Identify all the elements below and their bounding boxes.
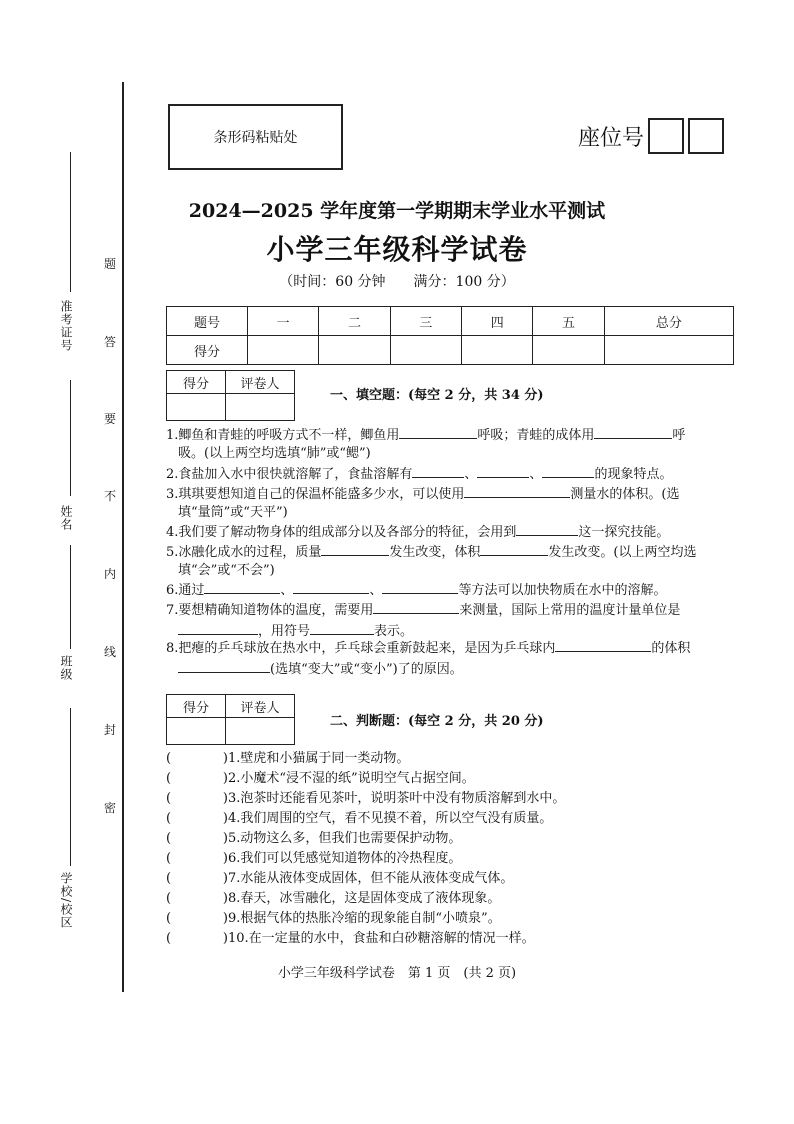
score-table-header-row xyxy=(167,307,734,336)
margin-label-class: 班级 xyxy=(59,655,73,681)
score-input-cell[interactable] xyxy=(533,336,604,365)
margin-label-school: 学校/校区 xyxy=(59,872,73,930)
q-text: 测量水的体积。(选 xyxy=(570,487,680,502)
q-text: 8.把瘪的乒乓球放在热水中，乒乓球会重新鼓起来，是因为乒乓球内 xyxy=(166,641,556,656)
seat-box[interactable] xyxy=(648,118,684,154)
judge-text: 7.水能从液体变成固体，但不能从液体变成气体。 xyxy=(228,871,514,886)
exam-info: （时间：60 分钟 满分：100 分） xyxy=(279,274,515,290)
grader-reviewer-cell[interactable] xyxy=(226,718,295,745)
q-text: 填“会”或“不会”) xyxy=(178,563,275,578)
judge-item xyxy=(166,850,461,868)
score-table-cell: 得分 xyxy=(167,336,248,365)
seal-char: 内 xyxy=(104,567,117,581)
q-text: (选填“变大”或“变小”)了的原因。 xyxy=(270,662,463,677)
name-blank[interactable] xyxy=(70,380,71,496)
score-table-cell: 一 xyxy=(248,307,319,336)
score-table-score-row xyxy=(167,336,734,365)
score-table-cell: 二 xyxy=(319,307,390,336)
question-5 xyxy=(166,541,740,580)
judge-text: 4.我们周围的空气，看不见摸不着，所以空气没有质量。 xyxy=(228,811,553,826)
answer-paren[interactable]: ( ) xyxy=(166,791,228,806)
answer-paren[interactable]: ( ) xyxy=(166,811,228,826)
barcode-area xyxy=(168,104,343,170)
section2-title: 二、判断题：(每空 2 分，共 20 分) xyxy=(330,714,544,729)
judge-text: 8.春天，冰雪融化，这是固体变成了液体现象。 xyxy=(228,891,501,906)
q-text: 、 xyxy=(369,583,383,598)
q-text: 表示。 xyxy=(374,624,414,639)
score-table-cell: 四 xyxy=(462,307,533,336)
grader-reviewer-label: 评卷人 xyxy=(226,695,295,718)
judge-item xyxy=(166,870,513,888)
score-input-cell[interactable] xyxy=(462,336,533,365)
answer-blank[interactable] xyxy=(477,463,529,478)
answer-blank[interactable] xyxy=(382,579,458,594)
answer-blank[interactable] xyxy=(204,579,280,594)
score-input-cell[interactable] xyxy=(604,336,733,365)
answer-blank[interactable] xyxy=(480,541,548,556)
question-2 xyxy=(166,463,740,484)
q-text: 6.通过 xyxy=(166,583,205,598)
answer-paren[interactable]: ( ) xyxy=(166,931,228,946)
judge-text: 1.壁虎和小猫属于同一类动物。 xyxy=(228,751,410,766)
score-input-cell[interactable] xyxy=(248,336,319,365)
score-input-cell[interactable] xyxy=(319,336,390,365)
question-6 xyxy=(166,579,740,600)
answer-blank[interactable] xyxy=(399,424,477,439)
score-table-cell: 三 xyxy=(390,307,461,336)
q-text: 、 xyxy=(280,583,294,598)
answer-blank[interactable] xyxy=(594,424,672,439)
answer-blank[interactable] xyxy=(178,620,258,635)
margin-label-name: 姓名 xyxy=(59,505,73,531)
q-text: 1.鲫鱼和青蛙的呼吸方式不一样，鲫鱼用 xyxy=(166,428,400,443)
page-footer: 小学三年级科学试卷 第 1 页 (共 2 页) xyxy=(277,966,517,981)
section1-title: 一、填空题：(每空 2 分，共 34 分) xyxy=(330,388,544,403)
question-3 xyxy=(166,483,740,522)
seal-char: 题 xyxy=(104,257,117,271)
school-blank[interactable] xyxy=(70,708,71,866)
seal-char: 线 xyxy=(104,645,117,659)
answer-paren[interactable]: ( ) xyxy=(166,911,228,926)
margin-label-exam-id: 准考证号 xyxy=(59,300,73,352)
exam-title: 2024—2025 学年度第一学期期末学业水平测试 xyxy=(188,200,606,222)
judge-text: 9.根据气体的热胀冷缩的现象能自制“小喷泉”。 xyxy=(228,911,501,926)
judge-text: 6.我们可以凭感觉知道物体的冷热程度。 xyxy=(228,851,462,866)
score-table-cell: 题号 xyxy=(167,307,248,336)
seat-number xyxy=(578,118,724,154)
judge-item xyxy=(166,930,535,948)
seal-char: 答 xyxy=(104,335,117,349)
score-table xyxy=(166,306,734,365)
grader-box xyxy=(166,370,295,421)
q-text: 2.食盐加入水中很快就溶解了，食盐溶解有 xyxy=(166,467,413,482)
grader-score-cell[interactable] xyxy=(167,718,226,745)
question-7 xyxy=(166,599,740,641)
answer-blank[interactable] xyxy=(555,637,651,652)
question-8 xyxy=(166,637,740,679)
answer-blank[interactable] xyxy=(412,463,464,478)
q-text: 呼 xyxy=(672,428,686,443)
seal-char: 密 xyxy=(104,801,117,815)
score-table-cell: 五 xyxy=(533,307,604,336)
grader-score-cell[interactable] xyxy=(167,394,226,421)
score-input-cell[interactable] xyxy=(390,336,461,365)
q-text: 吸。(以上两空均选填“肺”或“鳃”) xyxy=(178,446,371,461)
answer-blank[interactable] xyxy=(321,541,389,556)
answer-blank[interactable] xyxy=(516,521,578,536)
seal-char: 要 xyxy=(104,412,117,426)
seat-box[interactable] xyxy=(688,118,724,154)
q-text: 来测量，国际上常用的温度计量单位是 xyxy=(459,603,681,618)
answer-paren[interactable]: ( ) xyxy=(166,851,228,866)
judge-item xyxy=(166,770,475,788)
answer-paren[interactable]: ( ) xyxy=(166,831,228,846)
q-text: 填“量筒”或“天平”) xyxy=(178,505,288,520)
q-text: 发生改变。(以上两空均选 xyxy=(548,545,697,560)
barcode-label: 条形码粘贴处 xyxy=(213,130,298,146)
judge-text: 3.泡茶时还能看见茶叶，说明茶叶中没有物质溶解到水中。 xyxy=(228,791,566,806)
judge-text: 10.在一定量的水中，食盐和白砂糖溶解的情况一样。 xyxy=(228,931,535,946)
paper-title: 小学三年级科学试卷 xyxy=(266,233,528,266)
judge-item xyxy=(166,750,409,768)
q-text: 3.琪琪要想知道自己的保温杯能盛多少水，可以使用 xyxy=(166,487,465,502)
question-1 xyxy=(166,424,740,463)
class-blank[interactable] xyxy=(70,545,71,649)
answer-paren[interactable]: ( ) xyxy=(166,891,228,906)
answer-paren[interactable]: ( ) xyxy=(166,871,228,886)
q-text: 这一探究技能。 xyxy=(578,525,670,540)
grader-reviewer-label: 评卷人 xyxy=(226,371,295,394)
q-text: 4.我们要了解动物身体的组成部分以及各部分的特征，会用到 xyxy=(166,525,517,540)
question-4 xyxy=(166,521,740,542)
answer-blank[interactable] xyxy=(310,620,374,635)
answer-blank[interactable] xyxy=(373,599,459,614)
answer-paren[interactable]: ( ) xyxy=(166,751,228,766)
grader-box xyxy=(166,694,295,745)
judge-item xyxy=(166,790,565,808)
seal-char: 封 xyxy=(104,723,117,737)
q-text: 、 xyxy=(464,467,478,482)
q-text: 的现象特点。 xyxy=(594,467,673,482)
answer-paren[interactable]: ( ) xyxy=(166,771,228,786)
q-text: 5.冰融化成水的过程，质量 xyxy=(166,545,322,560)
answer-blank[interactable] xyxy=(293,579,369,594)
q-text: 等方法可以加快物质在水中的溶解。 xyxy=(458,583,667,598)
grader-score-label: 得分 xyxy=(167,371,226,394)
grader-reviewer-cell[interactable] xyxy=(226,394,295,421)
q-text: 的体积 xyxy=(651,641,691,656)
answer-blank[interactable] xyxy=(178,658,270,673)
judge-item xyxy=(166,830,461,848)
q-text: 呼吸；青蛙的成体用 xyxy=(477,428,595,443)
grader-score-label: 得分 xyxy=(167,695,226,718)
judge-text: 5.动物这么多，但我们也需要保护动物。 xyxy=(228,831,462,846)
q-text: 、 xyxy=(529,467,543,482)
q-text: ，用符号 xyxy=(258,624,311,639)
judge-text: 2.小魔术“浸不湿的纸”说明空气占据空间。 xyxy=(228,771,475,786)
score-table-cell: 总分 xyxy=(604,307,733,336)
answer-blank[interactable] xyxy=(542,463,594,478)
seal-char: 不 xyxy=(104,489,117,503)
judge-item xyxy=(166,810,552,828)
q-text: 7.要想精确知道物体的温度，需要用 xyxy=(166,603,374,618)
q-text: 发生改变，体积 xyxy=(389,545,481,560)
answer-blank[interactable] xyxy=(464,483,570,498)
judge-item xyxy=(166,910,501,928)
judge-item xyxy=(166,890,500,908)
seat-label: 座位号 xyxy=(578,125,645,151)
